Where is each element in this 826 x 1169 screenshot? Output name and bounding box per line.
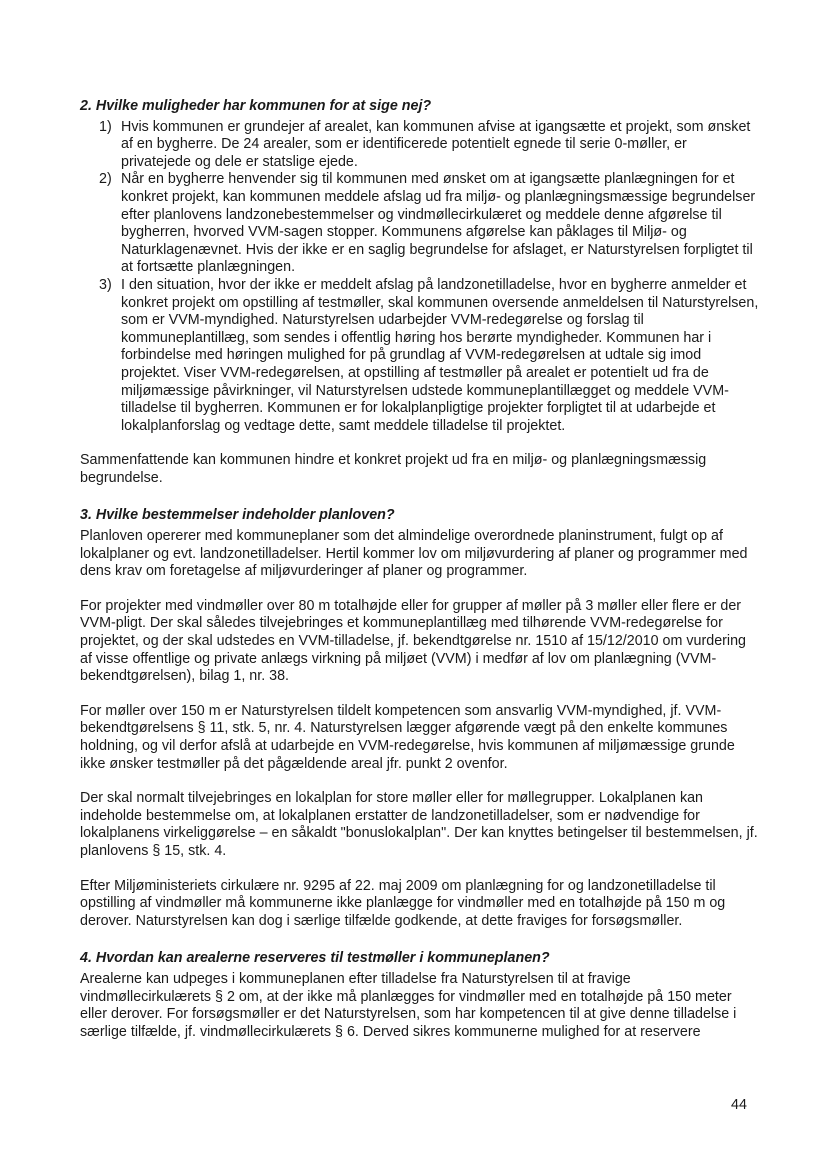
list-item-number: 2) (99, 171, 112, 188)
list-item (80, 277, 760, 435)
paragraph: Der skal normalt tilvejebringes en lokalplan for store møller eller for møllegrupper. Lokalplanen kan indeholde bestemmelse om, at lokalplanen erstatter de landzonetilladelser, som er nødvendige for lokalplanens virkeliggørelse – en såkaldt "bonuslokalplan". Der kan knyttes betingelser til bestemmelsen, jf. planlovens § 15, stk. 4. (80, 790, 758, 859)
list-item (80, 119, 760, 172)
paragraph: Arealerne kan udpeges i kommuneplanen efter tilladelse fra Naturstyrelsen til at fravige vindmøllecirkulærets § 2 om, at der ikke må planlægges for vindmøller med en totalhøjde på 150 meter eller derover. For forsøgsmøller er det Naturstyrelsen, som har kompetencen til at give denne tilladelse i særlige tilfælde, jf. vindmøllecirkulærets § 6. Derved sikres kommunerne mulighed for at reservere (80, 970, 737, 1040)
page-number: 44 (731, 1097, 747, 1113)
paragraph: For møller over 150 m er Naturstyrelsen tildelt kompetencen som ansvarlig VVM-myndighed, jf. VVM-bekendtgørelsens § 11, stk. 5, nr. 4. Naturstyrelsen lægger afgørende vægt på den enkelte kommunes holdning, og vil derfor afslå at udarbejde en VVM-redegørelse, hvis kommunen af miljømæssige grunde ikke ønsker testmøller på det pågældende areal jfr. punkt 2 ovenfor. (80, 702, 735, 772)
list-item (80, 171, 760, 277)
paragraph: Planloven opererer med kommuneplaner som det almindelige overordnede planinstrument, fulgt op af lokalplaner og evt. landzonetilladelser. Hertil kommer lov om miljøvurdering af planer og programmer med dens krav om foretagelse af miljøvurderinger af planer og programmer. (80, 528, 748, 580)
section-2-heading: 2. Hvilke muligheder har kommunen for at sige nej? (80, 98, 432, 114)
list-item-number: 1) (99, 118, 112, 135)
list-item-number: 3) (99, 276, 112, 293)
paragraph: For projekter med vindmøller over 80 m totalhøjde eller for grupper af møller på 3 møller eller flere er der VVM-pligt. Der skal således tilvejebringes et kommuneplantillæg med tilhørende VVM-redegørelse for projektet, og der skal udstedes en VVM-tilladelse, jf. bekendtgørelse nr. 1510 af 15/12/2010 om vurdering af visse offentlige og private anlægs virkning på miljøet (VVM) i medfør af lov om planlægning (VVM-bekendtgørelsen), bilag 1, nr. 38. (80, 597, 746, 685)
paragraph: Efter Miljøministeriets cirkulære nr. 9295 af 22. maj 2009 om planlægning for og landzonetilladelse til opstilling af vindmøller må kommunerne ikke planlægge for vindmøller med en totalhøjde på 150 m og derover. Naturstyrelsen kan dog i særlige tilfælde godkende, at dette fraviges for forsøgsmøller. (80, 877, 726, 929)
list-item-text: Hvis kommunen er grundejer af arealet, kan kommunen afvise at igangsætte et projekt, som ønsket af en bygherre. De 24 arealer, som er identificerede potentielt egnede til serie 0-møller, er privatejede og dele er statslige ejede. (121, 118, 751, 170)
section-3-heading: 3. Hvilke bestemmelser indeholder planloven? (80, 507, 395, 524)
section-2-summary: Sammenfattende kan kommunen hindre et konkret projekt ud fra en miljø- og planlægningsmæssig begrundelse. (80, 452, 707, 486)
section-4-heading: 4. Hvordan kan arealerne reserveres til testmøller i kommuneplanen? (80, 950, 550, 967)
section-2-list (80, 119, 760, 436)
list-item-text: Når en bygherre henvender sig til kommunen med ønsket om at igangsætte planlægningen for et konkret projekt, kan kommunen meddele afslag ud fra miljø- og planlægningsmæssige begrundelser efter planlovens landzonebestemmelser og vindmøllecirkulæret og meddele denne afgørelse til bygherren, hvorved VVM-sagen stopper. Kommunens afgørelse kan påklages til Miljø- og Naturklagenævnet. Hvis der ikke er en saglig begrundelse for afslaget, er Naturstyrelsen forpligtet til at fortsætte planlægningen. (121, 171, 756, 276)
list-item-text: I den situation, hvor der ikke er meddelt afslag på landzonetilladelse, hvor en bygherre anmelder et konkret projekt om opstilling af testmøller, skal kommunen oversende anmeldelsen til Naturstyrelsen, som er VVM-myndighed. Naturstyrelsen udarbejder VVM-redegørelse og forslag til kommuneplantillæg, som sendes i offentlig høring hos berørte myndigheder. Kommunen har i forbindelse med høringen mulighed for på grundlag af VVM-redegørelsen at udtale sig imod projektet. Viser VVM-redegørelsen, at opstilling af testmøller på arealet er potentielt ud fra de miljømæssige påvirkninger, vil Naturstyrelsen udstede kommuneplantillægget og meddele VVM-tilladelse til bygherren. Kommunen er for lokalplanpligtige projekter forpligtet til at udarbejde et lokalplanforslag og vedtage dette, samt meddele tilladelse til projektet. (121, 276, 759, 434)
document-page (80, 98, 760, 1041)
